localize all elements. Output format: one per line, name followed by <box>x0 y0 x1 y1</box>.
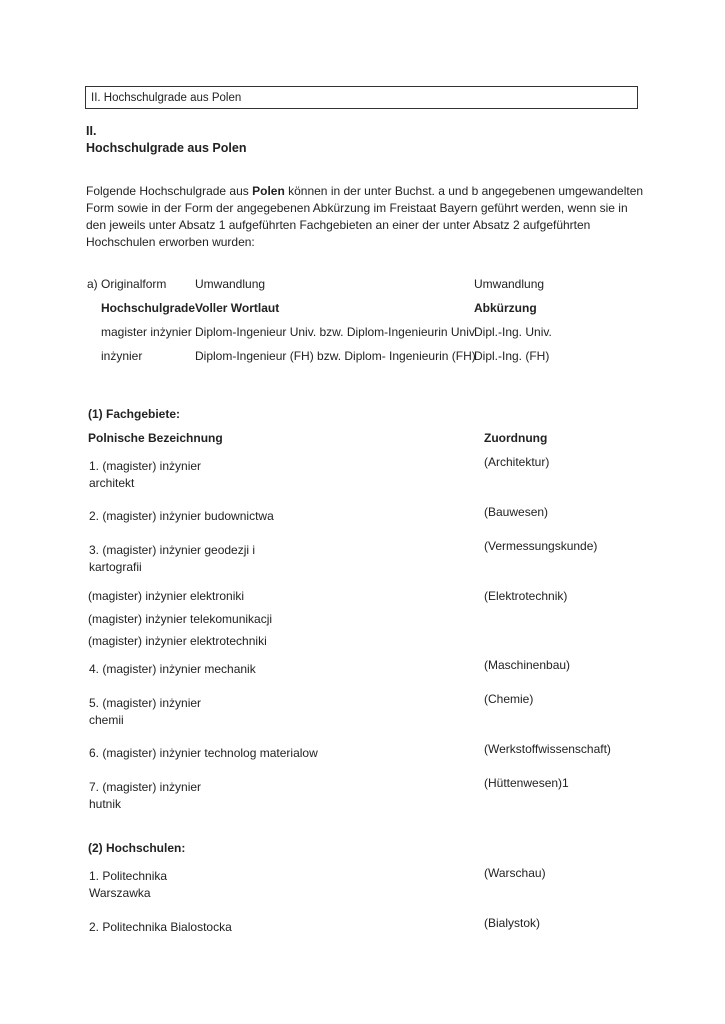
fachgebiete-heading: (1) Fachgebiete: <box>88 407 181 421</box>
list-item-cont: architekt <box>89 476 135 490</box>
intro-paragraph <box>86 183 646 251</box>
list-item-zuordnung: (Bauwesen) <box>484 505 549 519</box>
table-row-abbr: Dipl.-Ing. Univ. <box>474 325 552 339</box>
list-item-zuordnung: (Chemie) <box>484 692 534 706</box>
col-polnische-bezeichnung: Polnische Bezeichnung <box>88 431 223 445</box>
list-item: 6. (magister) inżynier technolog materialow <box>89 746 318 760</box>
list-item: 1. Politechnika <box>89 869 168 883</box>
table-row-original: inżynier <box>101 349 143 363</box>
list-item: 2. (magister) inżynier budownictwa <box>89 509 274 523</box>
list-item: (magister) inżynier elektroniki <box>88 589 245 603</box>
list-item: 3. (magister) inżynier geodezji i <box>89 543 256 557</box>
header-box <box>85 86 638 109</box>
list-item: 5. (magister) inżynier <box>89 696 202 710</box>
col-head-hochschulgrade: Hochschulgrade <box>101 301 196 315</box>
list-item-zuordnung: (Vermessungskunde) <box>484 539 598 553</box>
list-item-city: (Bialystok) <box>484 916 541 930</box>
list-item: 4. (magister) inżynier mechanik <box>89 662 256 676</box>
list-item: 7. (magister) inżynier <box>89 780 202 794</box>
hochschulen-heading: (2) Hochschulen: <box>88 841 186 855</box>
list-item-cont: Warszawka <box>89 886 151 900</box>
list-item: 1. (magister) inżynier <box>89 459 202 473</box>
list-item-cont: chemii <box>89 713 124 727</box>
header-box-title: II. Hochschulgrade aus Polen <box>91 92 242 104</box>
list-item: 2. Politechnika Bialostocka <box>89 920 232 934</box>
col-head-umwandlung: Umwandlung <box>195 277 266 291</box>
col-head-abkuerzung: Abkürzung <box>474 301 537 315</box>
list-item-city: (Warschau) <box>484 866 546 880</box>
list-item-zuordnung: (Architektur) <box>484 455 550 469</box>
col-head-original: a) Originalform <box>87 277 167 291</box>
col-zuordnung: Zuordnung <box>484 431 548 445</box>
intro-text-start: Folgende Hochschulgrade aus <box>86 184 253 198</box>
list-item-zuordnung: (Elektrotechnik) <box>484 589 568 603</box>
table-row-abbr: Dipl.-Ing. (FH) <box>474 349 550 363</box>
list-item: (magister) inżynier telekomunikacji <box>88 612 273 626</box>
intro-text-end: können in der unter Buchst. a und b angegebenen umgewandelten Form sowie in der Form der angegebenen Abkürzung im Freistaat Bayern geführt werden, wenn sie in den jeweils unter Absatz 1 aufgeführten Fachgebieten an einer der unter Absatz 2 aufgeführten Hochschulen erworben wurden: <box>86 184 644 249</box>
list-item-zuordnung: (Werkstoffwissenschaft) <box>484 742 611 756</box>
list-item-zuordnung: (Maschinenbau) <box>484 658 571 672</box>
list-item-zuordnung: (Hüttenwesen)1 <box>484 776 569 790</box>
table-row-full: Diplom-Ingenieur Univ. bzw. Diplom-Ingenieurin Univ. <box>195 325 478 339</box>
list-item-cont: kartografii <box>89 560 142 574</box>
list-item-cont: hutnik <box>89 797 122 811</box>
list-item: (magister) inżynier elektrotechniki <box>88 634 267 648</box>
col-head-voller-wortlaut: Voller Wortlaut <box>195 301 280 315</box>
table-row-original: magister inżynier <box>101 325 192 339</box>
table-row-full: Diplom-Ingenieur (FH) bzw. Diplom- Ingenieurin (FH) <box>195 349 476 363</box>
section-number: II. <box>86 124 97 138</box>
intro-text-bold: Polen <box>252 184 285 198</box>
col-head-umwandlung-abbr: Umwandlung <box>474 277 545 291</box>
section-title: Hochschulgrade aus Polen <box>86 141 247 155</box>
